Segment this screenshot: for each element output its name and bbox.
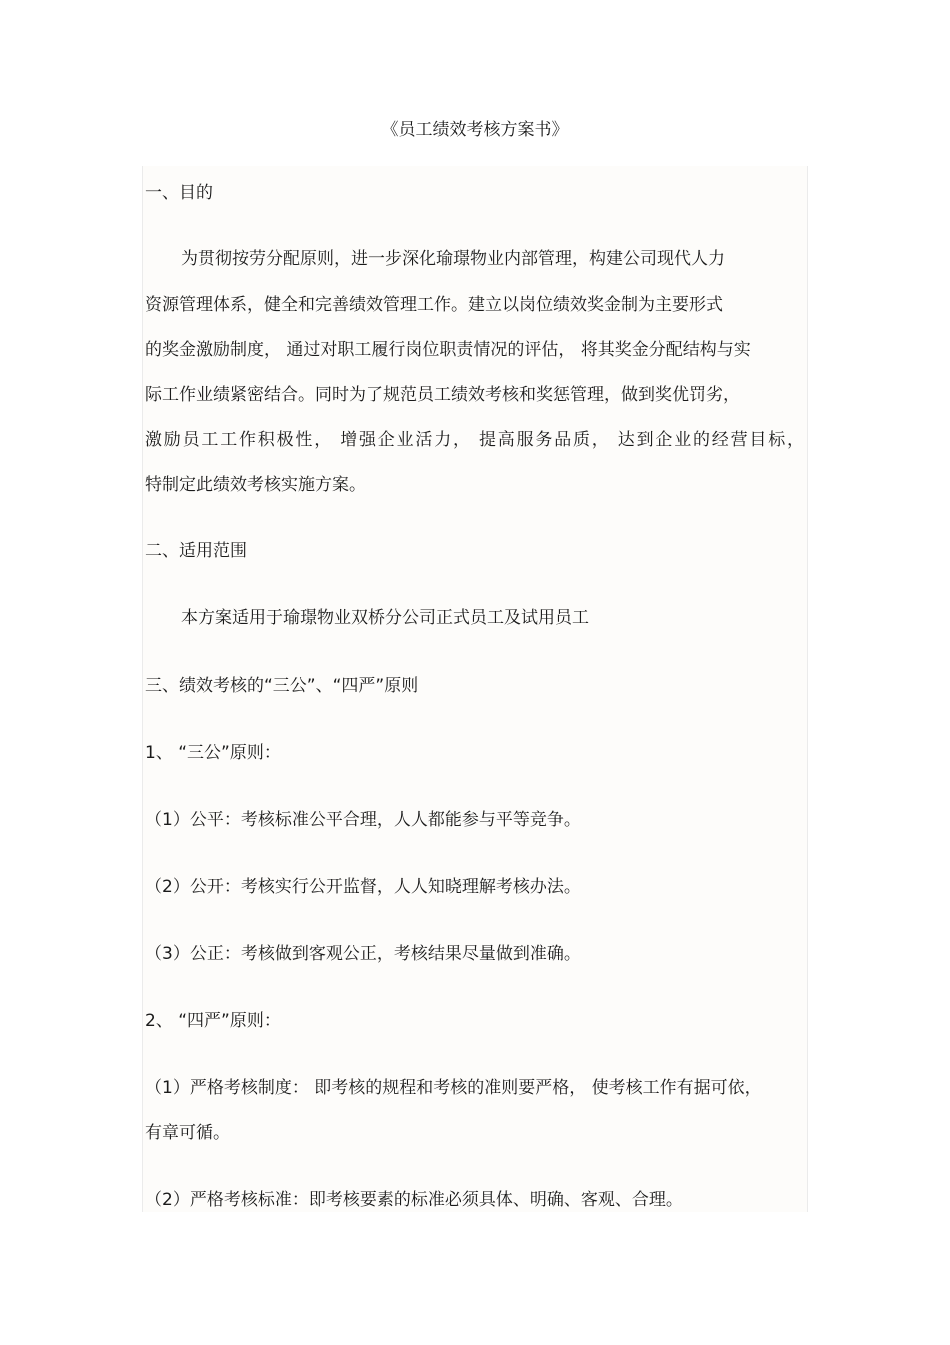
section-heading-scope: 二、适用范围 [145,541,247,561]
paragraph-line: 为贯彻按劳分配原则，进一步深化瑜璟物业内部管理，构建公司现代人力 [181,249,725,269]
document-title: 《员工绩效考核方案书》 [381,120,569,140]
paragraph-line: 激励员工工作积极性， 增强企业活力， 提高服务品质， 达到企业的经营目标， [145,430,804,450]
list-item: （1）公平：考核标准公平合理，人人都能参与平等竞争。 [145,810,581,830]
subsection-heading-three-public: 1、 “三公”原则： [145,743,281,763]
list-item: （1）严格考核制度： 即考核的规程和考核的准则要严格， 使考核工作有据可依， [145,1078,762,1098]
paragraph-line: 资源管理体系，健全和完善绩效管理工作。建立以岗位绩效奖金制为主要形式 [145,295,723,315]
section-heading-principles: 三、绩效考核的“三公”、“四严”原则 [145,676,419,696]
section-heading-purpose: 一、目的 [145,183,213,203]
list-item: （2）严格考核标准：即考核要素的标准必须具体、明确、客观、合理。 [145,1190,683,1210]
subsection-heading-four-strict: 2、 “四严”原则： [145,1011,281,1031]
list-item-continuation: 有章可循。 [145,1123,230,1143]
list-item: （3）公正：考核做到客观公正，考核结果尽量做到准确。 [145,944,581,964]
paragraph-line: 本方案适用于瑜璟物业双桥分公司正式员工及试用员工 [181,608,589,628]
paragraph-line: 特制定此绩效考核实施方案。 [145,475,366,495]
paragraph-line: 的奖金激励制度， 通过对职工履行岗位职责情况的评估， 将其奖金分配结构与实 [145,340,751,360]
list-item: （2）公开：考核实行公开监督，人人知晓理解考核办法。 [145,877,581,897]
paragraph-line: 际工作业绩紧密结合。同时为了规范员工绩效考核和奖惩管理，做到奖优罚劣， [145,385,740,405]
